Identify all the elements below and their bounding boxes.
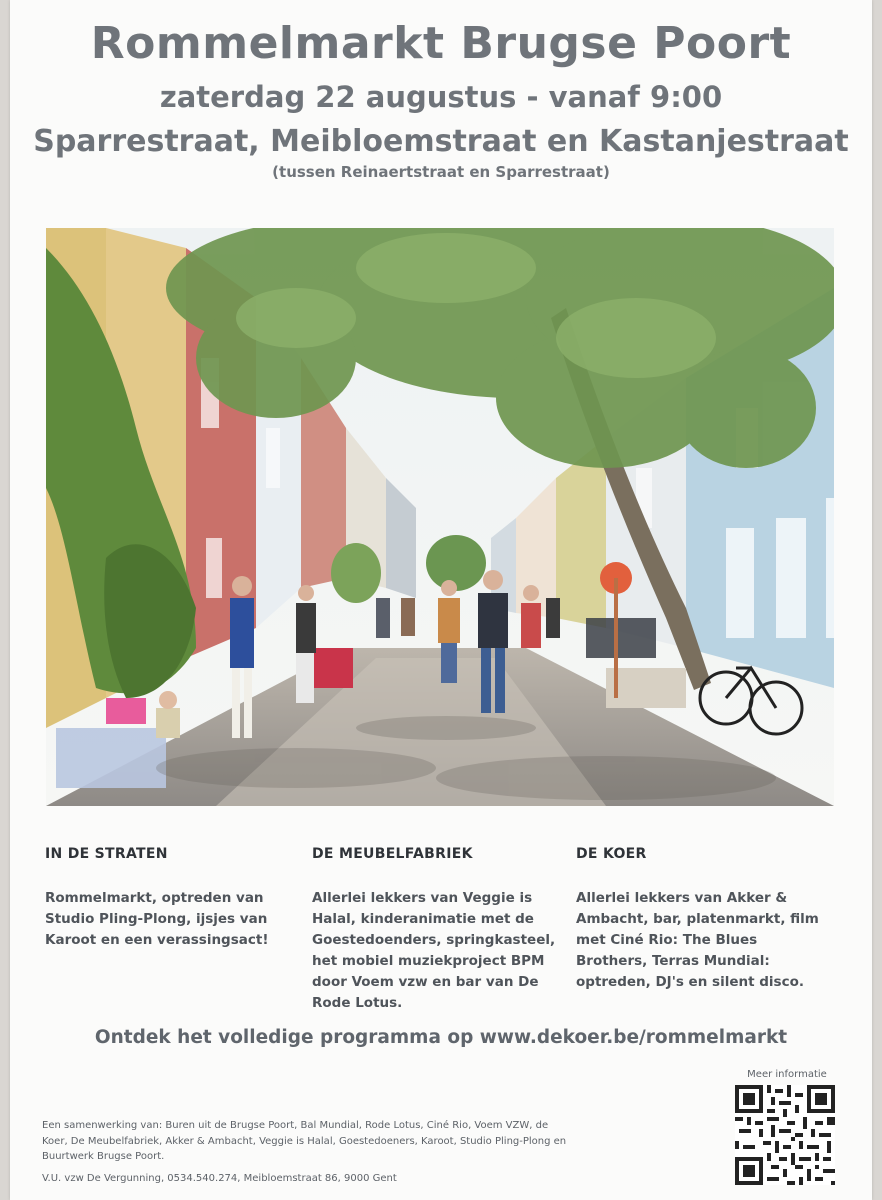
qr-caption: Meer informatie (747, 1069, 827, 1080)
column-heading: DE MEUBELFABRIEK (312, 846, 473, 862)
event-streets: Sparrestraat, Meibloemstraat en Kastanjestraat (33, 124, 849, 159)
column-in-de-straten (45, 846, 295, 951)
street-market-photo (46, 228, 834, 806)
vu-text: V.U. vzw De Vergunning, 0534.540.274, Meibloemstraat 86, 9000 Gent (42, 1173, 397, 1184)
qr-code-icon (735, 1085, 835, 1185)
column-heading: DE KOER (576, 846, 647, 862)
column-de-koer (576, 846, 826, 993)
column-text: Allerlei lekkers van Veggie is Halal, kinderanimatie met de Goestedoenders, springkasteel, het mobiel muziekproject BPM door Voem vzw en bar van De Rode Lotus. (312, 890, 556, 1011)
column-heading: IN DE STRATEN (45, 846, 168, 862)
column-text: Rommelmarkt, optreden van Studio Pling-Plong, ijsjes van Karoot en een verassingsact! (45, 890, 269, 948)
event-streets-note: (tussen Reinaertstraat en Sparrestraat) (272, 163, 610, 181)
poster (10, 0, 872, 1200)
column-text: Allerlei lekkers van Akker & Ambacht, bar, platenmarkt, film met Ciné Rio: The Blues Brothers, Terras Mundial: optreden, DJ's en silent disco. (576, 890, 819, 990)
column-de-meubelfabriek (312, 846, 562, 1014)
program-link-text: Ontdek het volledige programma op www.dekoer.be/rommelmarkt (94, 1027, 788, 1048)
credits-text: Een samenwerking van: Buren uit de Brugse Poort, Bal Mundial, Rode Lotus, Ciné Rio, Voem VZW, de Koer, De Meubelfabriek, Akker & Ambacht, Veggie is Halal, Goestedoeners, Karoot, Studio Pling-Plong en Buurtwerk Brugse Poort. (42, 1120, 567, 1162)
poster-title: Rommelmarkt Brugse Poort (90, 18, 792, 69)
event-date: zaterdag 22 augustus - vanaf 9:00 (159, 80, 723, 114)
